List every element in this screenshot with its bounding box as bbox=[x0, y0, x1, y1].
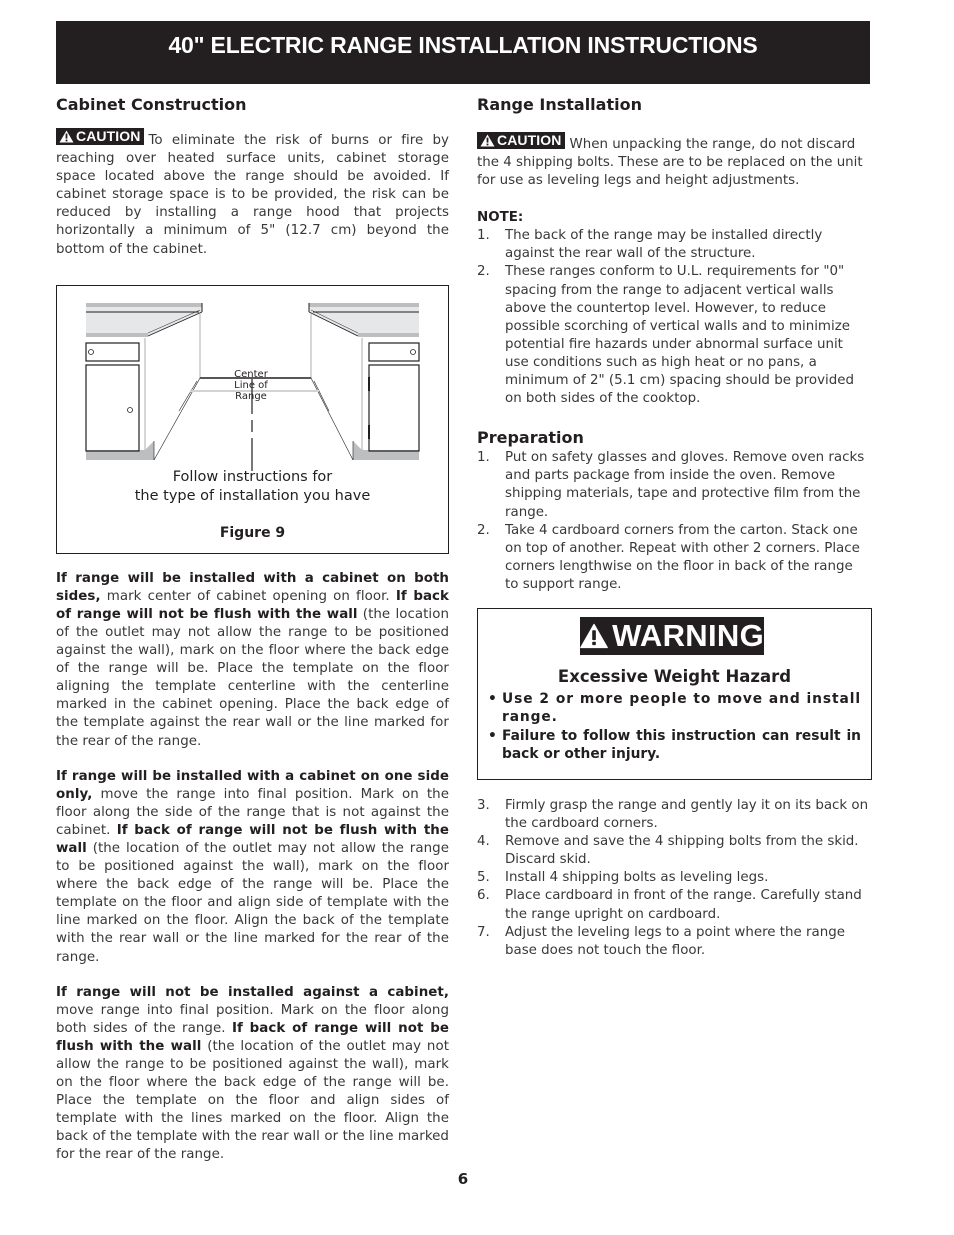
warning-title: Excessive Weight Hazard bbox=[557, 666, 792, 686]
bold-text: If range will not be installed against a cabinet, bbox=[56, 984, 449, 1000]
warning-list bbox=[488, 690, 861, 764]
step-item bbox=[477, 833, 870, 869]
body-text: (the location of the outlet may not allow the range to be positioned against the wall), mark on the floor where the back edge of the range will be. Place the template on the floor and align side of template with the line marked on the floor. Align the back of the template with the rear wall or the line marked for the rear of the range. bbox=[56, 840, 449, 965]
figure-caption-line-1: Follow instructions for bbox=[172, 468, 333, 485]
figure-caption bbox=[57, 468, 448, 507]
note-label: NOTE: bbox=[477, 210, 524, 226]
body-text: (the location of the outlet may not allow the range to be positioned against the wall), mark on the floor where the back edge of the range will be. Place the template on the floor and align sides of template with the lines marked on the floor. Align the back of the template with the rear wall or the line marked for the rear of the range. bbox=[56, 1038, 449, 1163]
one-side-paragraph bbox=[56, 768, 449, 967]
right-column bbox=[477, 94, 870, 960]
list-number: 1. bbox=[477, 228, 490, 244]
left-column bbox=[56, 94, 449, 1165]
step-item bbox=[477, 869, 870, 887]
warning-item-text: Use 2 or more people to move and install range. bbox=[502, 690, 861, 726]
cabinet-caution-paragraph bbox=[56, 128, 449, 259]
list-text: Adjust the leveling legs to a point where the range base does not touch the floor. bbox=[505, 924, 845, 958]
page-title: 40" ELECTRIC RANGE INSTALLATION INSTRUCTIONS bbox=[168, 32, 758, 58]
warning-label: WARNING bbox=[612, 617, 764, 653]
bullet-icon: • bbox=[488, 690, 498, 707]
list-number: 2. bbox=[477, 522, 490, 538]
list-number: 1. bbox=[477, 450, 490, 466]
list-number: 2. bbox=[477, 264, 490, 280]
list-number: 3. bbox=[477, 797, 490, 813]
list-number: 4. bbox=[477, 834, 490, 850]
body-text: (the location of the outlet may not allow the range to be positioned against the wall), mark on the floor where the back edge of the range will be. Place the template on the floor aligning the template centerline with the centerline marked in the cabinet opening. Place the back edge of the template against the rear wall or the line marked for the rear of the range. bbox=[56, 606, 449, 749]
warning-triangle-icon bbox=[480, 134, 495, 147]
list-text: Take 4 cardboard corners from the carton. Stack one on top of another. Repeat with other 2 corners. Place corners lengthwise on the floor in back of the range to support range. bbox=[505, 522, 860, 592]
step-item bbox=[477, 797, 870, 833]
warning-box bbox=[477, 608, 872, 780]
preparation-heading: Preparation bbox=[477, 428, 584, 448]
list-text: The back of the range may be installed directly against the rear wall of the structure. bbox=[505, 228, 823, 262]
warning-triangle-icon bbox=[580, 621, 608, 651]
center-label-line-2: Line of bbox=[234, 379, 268, 391]
list-number: 6. bbox=[477, 888, 490, 904]
notes-list bbox=[477, 227, 870, 408]
installation-steps-list bbox=[477, 797, 870, 960]
cabinet-construction-heading: Cabinet Construction bbox=[56, 95, 247, 114]
preparation-list bbox=[477, 449, 870, 594]
body-text: move the range into final position. Mark on the floor along the side of the range that is not against the cabinet. bbox=[56, 786, 449, 838]
center-line-label bbox=[217, 369, 285, 402]
no-cabinet-paragraph bbox=[56, 984, 449, 1165]
step-item bbox=[477, 449, 870, 521]
bold-text: If back of range will not be flush with the wall bbox=[56, 822, 449, 856]
figure-9 bbox=[56, 285, 449, 554]
step-item bbox=[477, 924, 870, 960]
bold-text: If range will be installed with a cabinet on both sides, bbox=[56, 570, 449, 604]
caution-badge bbox=[477, 132, 565, 149]
range-installation-heading: Range Installation bbox=[477, 95, 642, 114]
step-item bbox=[477, 887, 870, 923]
warning-triangle-icon bbox=[59, 130, 74, 143]
list-number: 7. bbox=[477, 924, 490, 940]
note-item bbox=[477, 227, 870, 263]
list-text: Remove and save the 4 shipping bolts from the skid. Discard skid. bbox=[505, 834, 859, 868]
step-item bbox=[477, 522, 870, 594]
caution-badge bbox=[56, 128, 144, 145]
page-number: 6 bbox=[457, 1170, 469, 1188]
body-text: mark center of cabinet opening on floor. bbox=[100, 588, 396, 604]
caution-label: CAUTION bbox=[76, 128, 141, 145]
list-text: Install 4 shipping bolts as leveling legs. bbox=[505, 870, 769, 886]
cabinet-opening-illustration bbox=[57, 286, 450, 555]
both-sides-paragraph bbox=[56, 570, 449, 751]
center-label-line-3: Range bbox=[235, 390, 267, 402]
list-text: Put on safety glasses and gloves. Remove oven racks and parts package from inside the oven. Remove shipping materials, tape and protective film from the range. bbox=[505, 450, 865, 520]
warning-item bbox=[488, 727, 861, 764]
list-number: 5. bbox=[477, 870, 490, 886]
center-label-line-1: Center bbox=[234, 368, 268, 380]
warning-item-text: Failure to follow this instruction can result in back or other injury. bbox=[502, 727, 861, 763]
bold-text: If back of range will not be flush with the wall bbox=[56, 1020, 449, 1054]
warning-badge bbox=[580, 617, 764, 655]
range-caution-paragraph bbox=[477, 132, 870, 190]
bold-text: If range will be installed with a cabinet on one side only, bbox=[56, 768, 449, 802]
note-item bbox=[477, 263, 870, 408]
warning-item bbox=[488, 690, 861, 727]
caution-text: To eliminate the risk of burns or fire by reaching over heated surface units, cabinet storage space located above the range should be avoided. If cabinet storage space is to be provided, the risk can be reduced by installing a range hood that projects horizontally a minimum of 5" (12.7 cm) beyond the bottom of the cabinet. bbox=[56, 133, 449, 257]
bullet-icon: • bbox=[488, 727, 497, 744]
figure-title: Figure 9 bbox=[219, 524, 286, 541]
body-text: move range into final position. Mark on the floor along both sides of the range. bbox=[56, 1002, 449, 1036]
caution-label: CAUTION bbox=[497, 132, 562, 149]
list-text: Place cardboard in front of the range. Carefully stand the range upright on cardboard. bbox=[505, 888, 862, 922]
list-text: These ranges conform to U.L. requirements for "0" spacing from the range to adjacent vertical walls above the countertop level. However, to reduce possible scorching of vertical walls and to minimize potential fire hazards under abnormal surface unit use conditions such as high heat or no pans, a minimum of 2" (5.1 cm) spacing should be provided on both sides of the cooktop. bbox=[505, 264, 854, 407]
caution-text: When unpacking the range, do not discard the 4 shipping bolts. These are to be replaced on the unit for use as leveling legs and height adjustments. bbox=[477, 137, 863, 189]
bold-text: If back of range will not be flush with the wall bbox=[56, 588, 449, 622]
list-text: Firmly grasp the range and gently lay it on its back on the cardboard corners. bbox=[505, 797, 869, 832]
figure-caption-line-2: the type of installation you have bbox=[134, 488, 371, 505]
title-bar bbox=[56, 21, 870, 84]
